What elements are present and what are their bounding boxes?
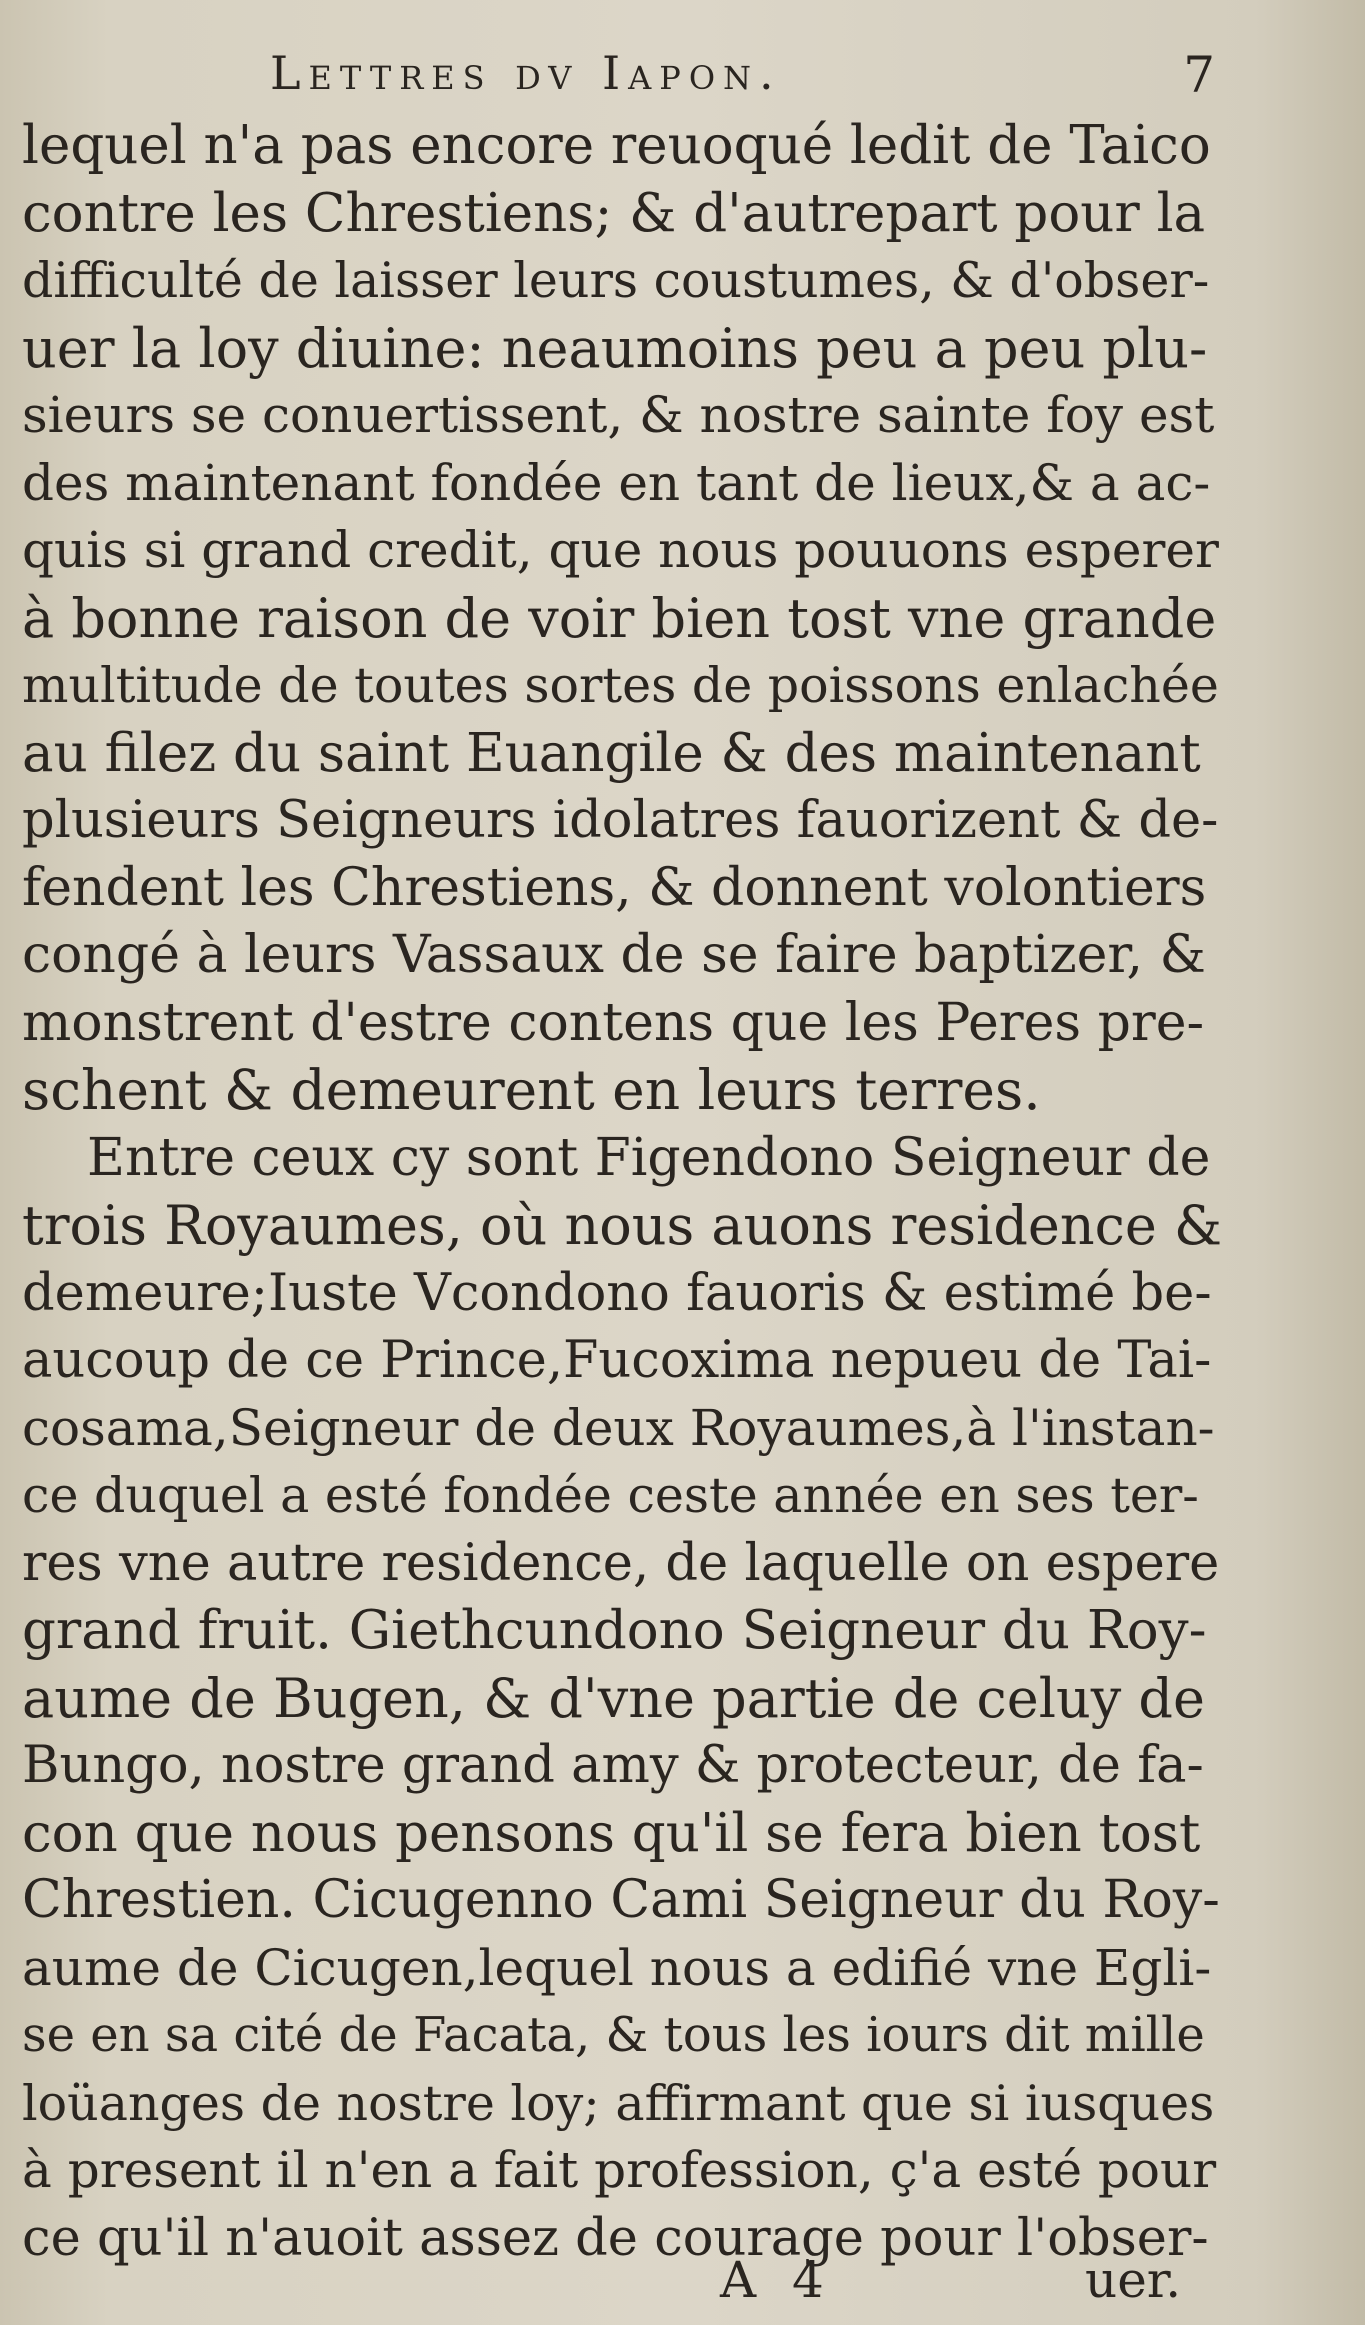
paragraph-start-line: Entre ceux cy sont Figendono Seigneur de	[87, 1127, 1211, 1188]
text-line: multitude de toutes sortes de poissons enlachée	[22, 657, 1219, 714]
text-line: cosama,Seigneur de deux Royaumes,à l'instan-	[22, 1398, 1215, 1457]
text-line: Chrestien. Cicugenno Cami Seigneur du Roy-	[22, 1870, 1220, 1930]
text-line: congé à leurs Vassaux de se faire baptizer, &	[22, 925, 1206, 985]
page-footer	[0, 2245, 1365, 2315]
text-line: loüanges de nostre loy; affirmant que si iusques	[22, 2074, 1215, 2132]
text-line: aume de Bugen, & d'vne partie de celuy de	[22, 1666, 1205, 1730]
text-line: difficulté de laisser leurs coustumes, & d'obser-	[22, 252, 1210, 309]
running-title: Lettres dv Iapon.	[270, 46, 782, 100]
body-text	[22, 112, 1222, 2272]
text-line: au filez du saint Euangile & des maintenant	[22, 722, 1201, 784]
text-line: se en sa cité de Facata, & tous les iours dit mille	[22, 2007, 1205, 2063]
text-line: schent & demeurent en leurs terres.	[22, 1058, 1041, 1122]
text-line: sieurs se conuertissent, & nostre sainte foy est	[22, 386, 1215, 444]
text-line: plusieurs Seigneurs idolatres fauorizent & de-	[22, 791, 1219, 850]
text-line: trois Royaumes, où nous auons residence &	[22, 1194, 1223, 1257]
text-line: monstrent d'estre contens que les Peres pre-	[22, 992, 1205, 1053]
text-line: quis si grand credit, que nous pouuons esperer	[22, 521, 1219, 579]
text-line: aume de Cicugen,lequel nous a edifié vne Egli-	[22, 1938, 1212, 1997]
text-line: ce duquel a esté fondée ceste année en ses ter-	[22, 1467, 1199, 1524]
text-line: contre les Chrestiens; & d'autrepart pour la	[22, 182, 1206, 244]
text-line: Bungo, nostre grand amy & protecteur, de fa-	[22, 1736, 1204, 1795]
text-line: res vne autre residence, de laquelle on espere	[22, 1533, 1220, 1593]
text-line: ce qu'il n'auoit assez de courage pour l'obser-	[22, 2208, 1209, 2268]
text-line: à bonne raison de voir bien tost vne grande	[22, 586, 1217, 650]
running-head	[0, 38, 1365, 108]
text-line: grand fruit. Giethcundono Seigneur du Roy-	[22, 1600, 1207, 1661]
text-line: aucoup de ce Prince,Fucoxima nepueu de Tai-	[22, 1331, 1212, 1390]
text-line: lequel n'a pas encore reuoqué ledit de Taico	[22, 115, 1211, 176]
page-number: 7	[1183, 46, 1215, 104]
text-line: demeure;Iuste Vcondono fauoris & estimé be-	[22, 1263, 1212, 1323]
text-line: con que nous pensons qu'il se fera bien tost	[22, 1802, 1201, 1864]
catchword: uer.	[1085, 2251, 1182, 2309]
text-line: à present il n'en a fait profession, ç'a esté pour	[22, 2141, 1217, 2199]
signature-mark: A 4	[720, 2251, 834, 2309]
text-line: uer la loy diuine: neaumoins peu a peu plu-	[22, 316, 1208, 380]
text-line: fendent les Chrestiens, & donnent volontiers	[22, 857, 1207, 918]
text-line: des maintenant fondée en tant de lieux,& a ac-	[22, 453, 1211, 512]
